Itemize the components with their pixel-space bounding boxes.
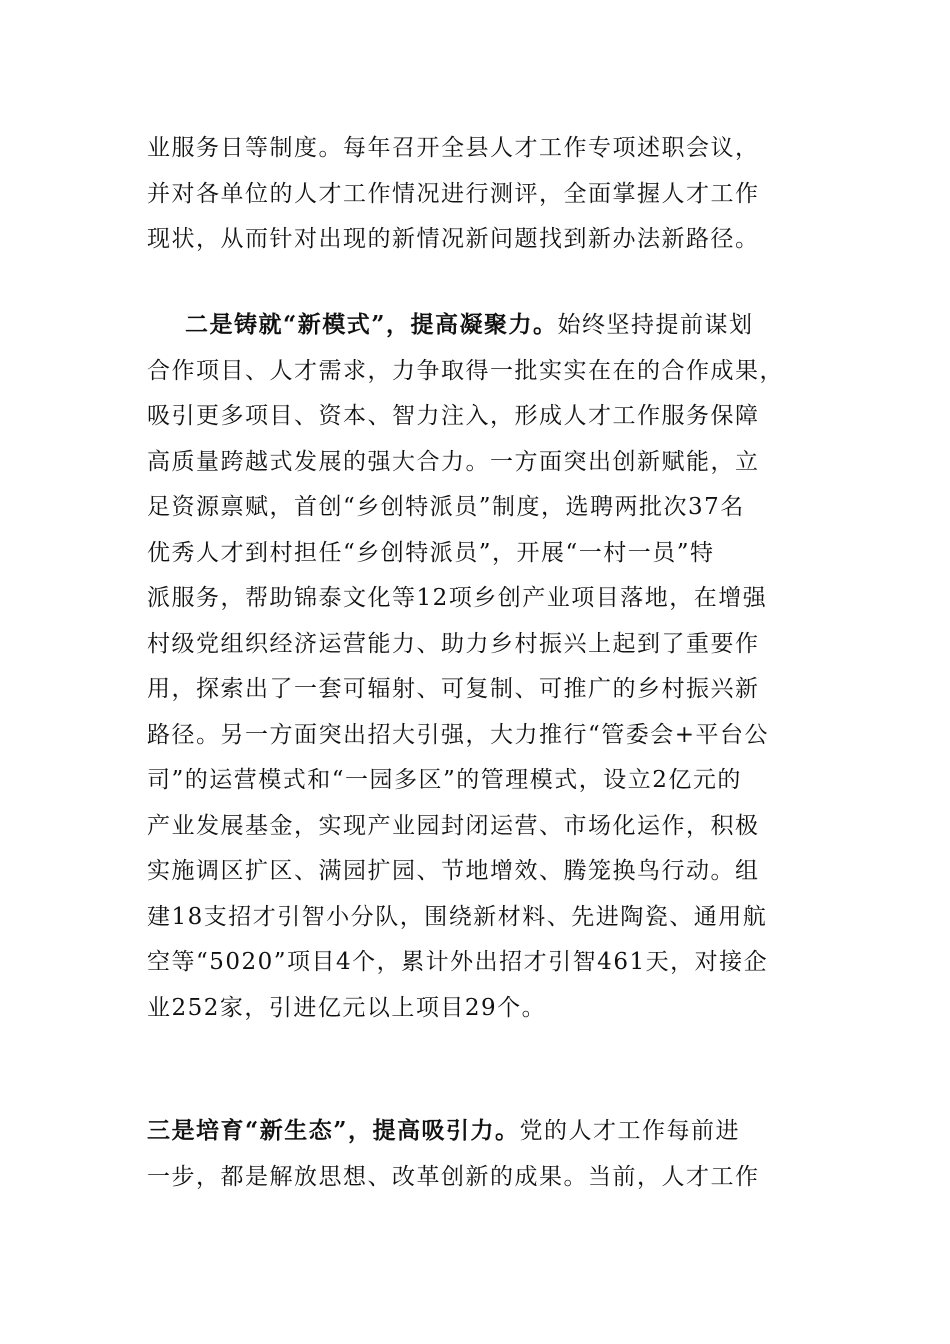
text-line: 并对各单位的人才工作情况进行测评，全面掌握人才工作 (147, 180, 760, 207)
paragraph-1 (147, 126, 807, 263)
text-line: 派服务，帮助锦泰文化等12项乡创产业项目落地，在增强 (147, 585, 768, 611)
text-line: 实施调区扩区、满园扩园、节地增效、腾笼换鸟行动。组 (147, 858, 760, 884)
text-line: 高质量跨越式发展的强大合力。一方面突出创新赋能，立 (147, 448, 760, 475)
text-line: 村级党组织经济运营能力、助力乡村振兴上起到了重要作 (147, 630, 760, 657)
text-line: 现状，从而针对出现的新情况新问题找到新办法新路径。 (147, 226, 760, 252)
text-line: 足资源禀赋，首创“乡创特派员”制度，选聘两批次37名 (147, 494, 745, 520)
paragraph-2 (147, 302, 807, 1031)
text-line: 吸引更多项目、资本、智力注入，形成人才工作服务保障 (147, 403, 760, 429)
text-line: 用，探索出了一套可辐射、可复制、可推广的乡村振兴新 (147, 676, 760, 702)
text-line: 业252家，引进亿元以上项目29个。 (147, 994, 547, 1021)
text-span: 始终坚持提前谋划 (557, 312, 754, 338)
text-line-first (147, 302, 807, 349)
text-line: 空等“5020”项目4个，累计外出招才引智461天，对接企 (147, 949, 769, 975)
text-line: 产业发展基金，实现产业园封闭运营、市场化运作，积极 (147, 812, 760, 839)
text-line: 一步，都是解放思想、改革创新的成果。当前，人才工作 (147, 1163, 760, 1190)
text-line: 合作项目、人才需求，力争取得一批实实在在的合作成果， (147, 357, 784, 384)
text-line: 优秀人才到村担任“乡创特派员”，开展“一村一员”特 (147, 539, 715, 566)
paragraph-heading: 三是培育“新生态”，提高吸引力。 (147, 1117, 520, 1144)
text-line: 司”的运营模式和“一园多区”的管理模式，设立2亿元的 (147, 767, 742, 793)
paragraph-3 (147, 1108, 807, 1200)
text-line: 业服务日等制度。每年召开全县人才工作专项述职会议， (147, 135, 760, 161)
text-line: 建18支招才引智小分队，围绕新材料、先进陶瓷、通用航 (147, 903, 768, 930)
text-line: 路径。另一方面突出招大引强，大力推行“管委会+平台公 (147, 721, 770, 748)
paragraph-heading: 二是铸就“新模式”，提高凝聚力。 (185, 311, 558, 338)
text-line-first (147, 1108, 807, 1155)
text-span: 党的人才工作每前进 (519, 1118, 740, 1144)
